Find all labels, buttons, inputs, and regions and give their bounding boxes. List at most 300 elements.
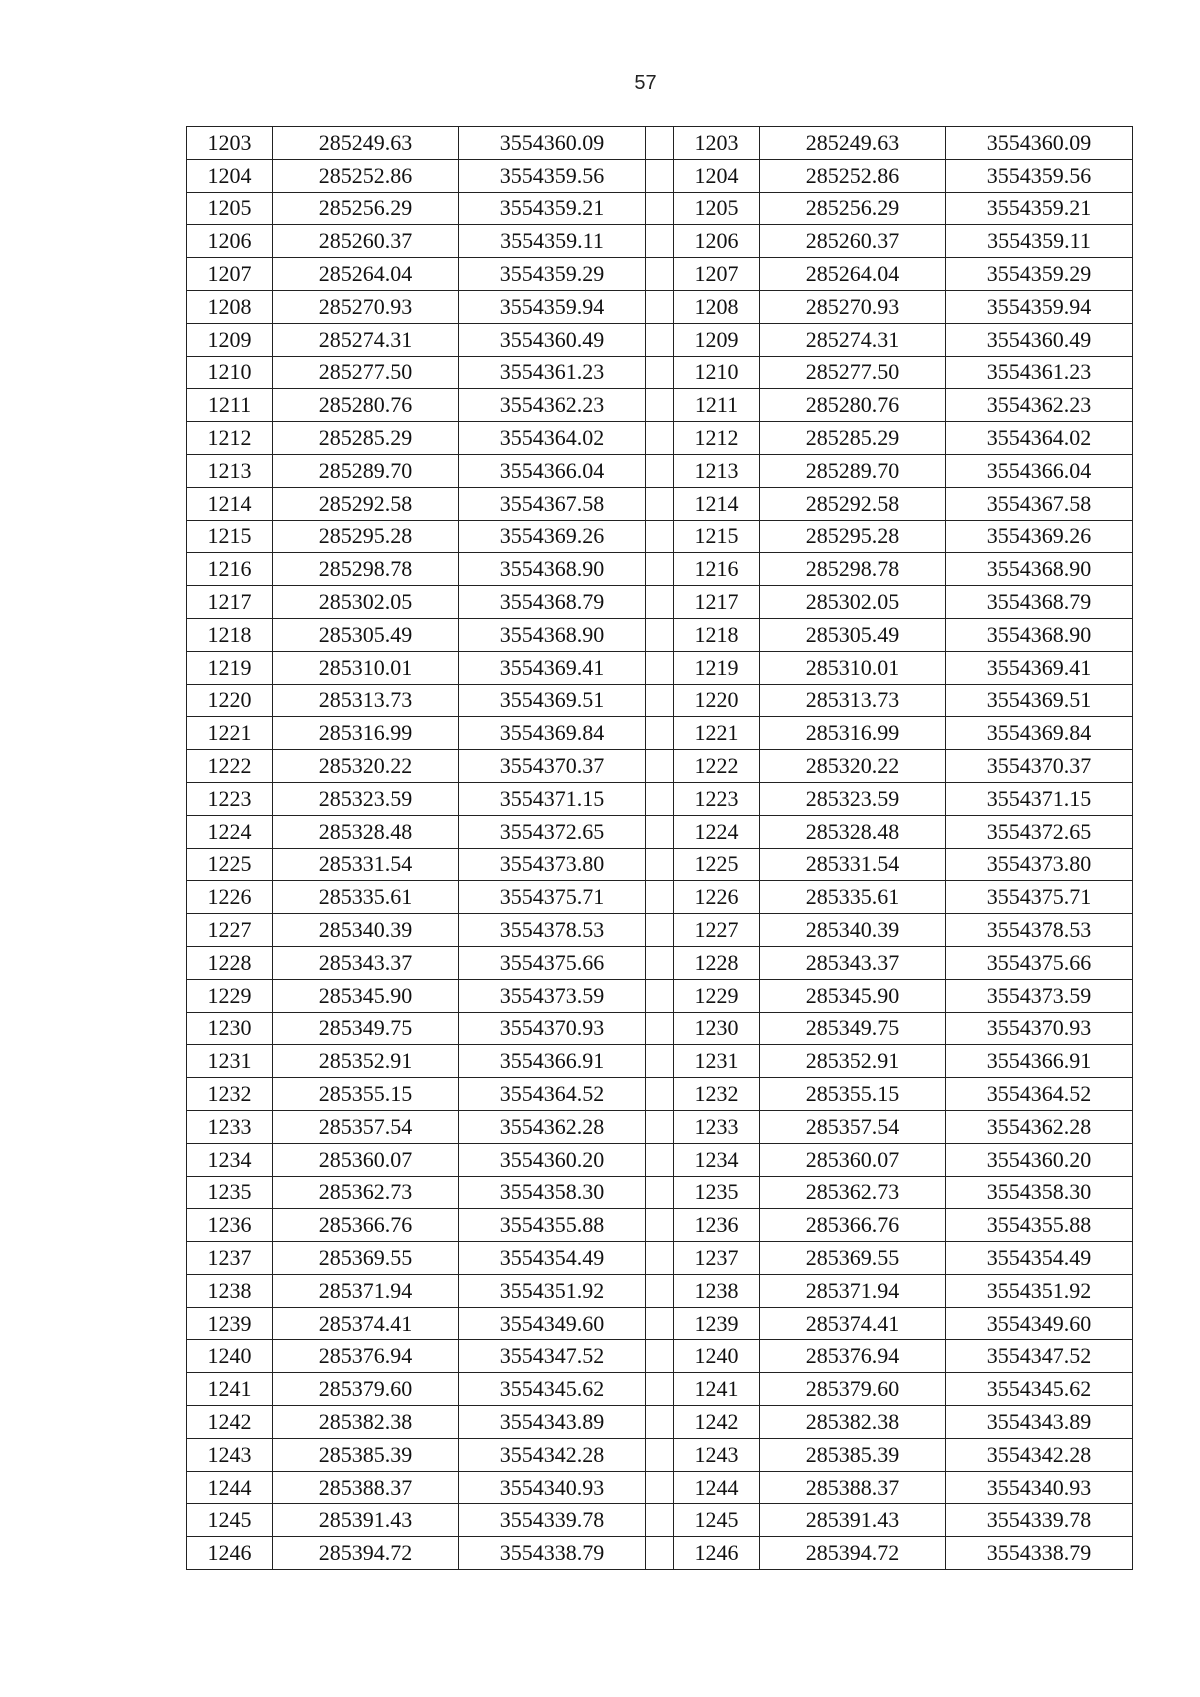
point-id-cell: 1214	[187, 487, 273, 520]
point-id-cell: 1226	[187, 881, 273, 914]
x-coordinate-cell: 285357.54	[273, 1110, 459, 1143]
x-coordinate-cell: 285310.01	[760, 651, 946, 684]
table-row	[187, 1110, 1133, 1143]
point-id-cell: 1223	[187, 782, 273, 815]
y-coordinate-cell: 3554364.02	[459, 422, 646, 455]
table-row	[187, 750, 1133, 783]
x-coordinate-cell: 285343.37	[760, 946, 946, 979]
y-coordinate-cell: 3554368.90	[459, 553, 646, 586]
spacer-cell	[646, 356, 674, 389]
x-coordinate-cell: 285274.31	[273, 323, 459, 356]
x-coordinate-cell: 285320.22	[760, 750, 946, 783]
y-coordinate-cell: 3554373.80	[459, 848, 646, 881]
x-coordinate-cell: 285369.55	[273, 1242, 459, 1275]
y-coordinate-cell: 3554359.11	[946, 225, 1133, 258]
x-coordinate-cell: 285289.70	[760, 454, 946, 487]
point-id-cell: 1206	[674, 225, 760, 258]
point-id-cell: 1209	[187, 323, 273, 356]
spacer-cell	[646, 946, 674, 979]
x-coordinate-cell: 285285.29	[273, 422, 459, 455]
x-coordinate-cell: 285343.37	[273, 946, 459, 979]
table-row	[187, 1307, 1133, 1340]
point-id-cell: 1243	[674, 1438, 760, 1471]
y-coordinate-cell: 3554369.51	[459, 684, 646, 717]
point-id-cell: 1241	[674, 1373, 760, 1406]
spacer-cell	[646, 225, 674, 258]
table-row	[187, 389, 1133, 422]
y-coordinate-cell: 3554360.49	[459, 323, 646, 356]
spacer-cell	[646, 487, 674, 520]
x-coordinate-cell: 285349.75	[760, 1012, 946, 1045]
y-coordinate-cell: 3554354.49	[946, 1242, 1133, 1275]
table-row	[187, 1176, 1133, 1209]
y-coordinate-cell: 3554361.23	[459, 356, 646, 389]
spacer-cell	[646, 881, 674, 914]
x-coordinate-cell: 285371.94	[273, 1274, 459, 1307]
y-coordinate-cell: 3554359.21	[946, 192, 1133, 225]
table-row	[187, 979, 1133, 1012]
x-coordinate-cell: 285256.29	[760, 192, 946, 225]
y-coordinate-cell: 3554375.71	[459, 881, 646, 914]
y-coordinate-cell: 3554358.30	[459, 1176, 646, 1209]
y-coordinate-cell: 3554360.09	[946, 127, 1133, 160]
table-row	[187, 618, 1133, 651]
y-coordinate-cell: 3554373.80	[946, 848, 1133, 881]
y-coordinate-cell: 3554359.56	[459, 159, 646, 192]
table-row	[187, 1471, 1133, 1504]
x-coordinate-cell: 285335.61	[760, 881, 946, 914]
y-coordinate-cell: 3554368.90	[946, 553, 1133, 586]
spacer-cell	[646, 1340, 674, 1373]
table-row	[187, 1045, 1133, 1078]
y-coordinate-cell: 3554367.58	[459, 487, 646, 520]
x-coordinate-cell: 285316.99	[760, 717, 946, 750]
y-coordinate-cell: 3554372.65	[459, 815, 646, 848]
x-coordinate-cell: 285355.15	[273, 1078, 459, 1111]
point-id-cell: 1215	[187, 520, 273, 553]
x-coordinate-cell: 285320.22	[273, 750, 459, 783]
y-coordinate-cell: 3554373.59	[946, 979, 1133, 1012]
y-coordinate-cell: 3554368.79	[946, 586, 1133, 619]
spacer-cell	[646, 684, 674, 717]
x-coordinate-cell: 285264.04	[760, 258, 946, 291]
table-row	[187, 1504, 1133, 1537]
x-coordinate-cell: 285264.04	[273, 258, 459, 291]
point-id-cell: 1245	[674, 1504, 760, 1537]
point-id-cell: 1229	[674, 979, 760, 1012]
spacer-cell	[646, 389, 674, 422]
y-coordinate-cell: 3554370.93	[459, 1012, 646, 1045]
point-id-cell: 1212	[187, 422, 273, 455]
table-row	[187, 520, 1133, 553]
point-id-cell: 1220	[187, 684, 273, 717]
x-coordinate-cell: 285260.37	[273, 225, 459, 258]
point-id-cell: 1228	[674, 946, 760, 979]
y-coordinate-cell: 3554368.79	[459, 586, 646, 619]
y-coordinate-cell: 3554375.66	[946, 946, 1133, 979]
point-id-cell: 1243	[187, 1438, 273, 1471]
x-coordinate-cell: 285280.76	[273, 389, 459, 422]
point-id-cell: 1229	[187, 979, 273, 1012]
x-coordinate-cell: 285345.90	[273, 979, 459, 1012]
table-row	[187, 782, 1133, 815]
point-id-cell: 1212	[674, 422, 760, 455]
spacer-cell	[646, 914, 674, 947]
x-coordinate-cell: 285316.99	[273, 717, 459, 750]
point-id-cell: 1213	[674, 454, 760, 487]
spacer-cell	[646, 1012, 674, 1045]
y-coordinate-cell: 3554366.04	[459, 454, 646, 487]
y-coordinate-cell: 3554367.58	[946, 487, 1133, 520]
point-id-cell: 1217	[674, 586, 760, 619]
table-row	[187, 1373, 1133, 1406]
table-row	[187, 1078, 1133, 1111]
point-id-cell: 1236	[187, 1209, 273, 1242]
x-coordinate-cell: 285323.59	[760, 782, 946, 815]
point-id-cell: 1239	[187, 1307, 273, 1340]
table-row	[187, 127, 1133, 160]
point-id-cell: 1240	[674, 1340, 760, 1373]
point-id-cell: 1206	[187, 225, 273, 258]
y-coordinate-cell: 3554375.66	[459, 946, 646, 979]
point-id-cell: 1239	[674, 1307, 760, 1340]
point-id-cell: 1233	[187, 1110, 273, 1143]
x-coordinate-cell: 285249.63	[760, 127, 946, 160]
y-coordinate-cell: 3554364.02	[946, 422, 1133, 455]
y-coordinate-cell: 3554359.21	[459, 192, 646, 225]
x-coordinate-cell: 285391.43	[760, 1504, 946, 1537]
point-id-cell: 1226	[674, 881, 760, 914]
y-coordinate-cell: 3554364.52	[946, 1078, 1133, 1111]
spacer-cell	[646, 1045, 674, 1078]
y-coordinate-cell: 3554351.92	[459, 1274, 646, 1307]
y-coordinate-cell: 3554373.59	[459, 979, 646, 1012]
point-id-cell: 1227	[187, 914, 273, 947]
x-coordinate-cell: 285331.54	[760, 848, 946, 881]
table-row	[187, 946, 1133, 979]
x-coordinate-cell: 285270.93	[760, 290, 946, 323]
spacer-cell	[646, 750, 674, 783]
point-id-cell: 1230	[187, 1012, 273, 1045]
x-coordinate-cell: 285352.91	[273, 1045, 459, 1078]
x-coordinate-cell: 285376.94	[760, 1340, 946, 1373]
y-coordinate-cell: 3554349.60	[946, 1307, 1133, 1340]
x-coordinate-cell: 285277.50	[273, 356, 459, 389]
point-id-cell: 1215	[674, 520, 760, 553]
x-coordinate-cell: 285394.72	[760, 1537, 946, 1570]
table-row	[187, 651, 1133, 684]
y-coordinate-cell: 3554359.29	[946, 258, 1133, 291]
x-coordinate-cell: 285274.31	[760, 323, 946, 356]
spacer-cell	[646, 717, 674, 750]
x-coordinate-cell: 285379.60	[760, 1373, 946, 1406]
x-coordinate-cell: 285374.41	[273, 1307, 459, 1340]
x-coordinate-cell: 285280.76	[760, 389, 946, 422]
y-coordinate-cell: 3554362.28	[459, 1110, 646, 1143]
table-row	[187, 290, 1133, 323]
point-id-cell: 1221	[187, 717, 273, 750]
y-coordinate-cell: 3554369.41	[946, 651, 1133, 684]
point-id-cell: 1244	[187, 1471, 273, 1504]
point-id-cell: 1208	[187, 290, 273, 323]
x-coordinate-cell: 285289.70	[273, 454, 459, 487]
y-coordinate-cell: 3554360.09	[459, 127, 646, 160]
x-coordinate-cell: 285382.38	[273, 1406, 459, 1439]
x-coordinate-cell: 285352.91	[760, 1045, 946, 1078]
table-row	[187, 881, 1133, 914]
spacer-cell	[646, 1406, 674, 1439]
table-row	[187, 1438, 1133, 1471]
spacer-cell	[646, 1471, 674, 1504]
y-coordinate-cell: 3554369.51	[946, 684, 1133, 717]
spacer-cell	[646, 586, 674, 619]
y-coordinate-cell: 3554338.79	[459, 1537, 646, 1570]
point-id-cell: 1246	[187, 1537, 273, 1570]
point-id-cell: 1233	[674, 1110, 760, 1143]
x-coordinate-cell: 285345.90	[760, 979, 946, 1012]
table-row	[187, 1012, 1133, 1045]
y-coordinate-cell: 3554369.41	[459, 651, 646, 684]
point-id-cell: 1205	[187, 192, 273, 225]
x-coordinate-cell: 285357.54	[760, 1110, 946, 1143]
table-row	[187, 487, 1133, 520]
y-coordinate-cell: 3554351.92	[946, 1274, 1133, 1307]
point-id-cell: 1235	[674, 1176, 760, 1209]
x-coordinate-cell: 285305.49	[273, 618, 459, 651]
y-coordinate-cell: 3554347.52	[946, 1340, 1133, 1373]
point-id-cell: 1204	[187, 159, 273, 192]
x-coordinate-cell: 285385.39	[760, 1438, 946, 1471]
point-id-cell: 1232	[674, 1078, 760, 1111]
spacer-cell	[646, 323, 674, 356]
coordinate-table-body	[187, 127, 1133, 1570]
spacer-cell	[646, 454, 674, 487]
point-id-cell: 1246	[674, 1537, 760, 1570]
y-coordinate-cell: 3554343.89	[459, 1406, 646, 1439]
y-coordinate-cell: 3554339.78	[459, 1504, 646, 1537]
x-coordinate-cell: 285374.41	[760, 1307, 946, 1340]
y-coordinate-cell: 3554359.29	[459, 258, 646, 291]
page-number: 57	[634, 72, 657, 94]
spacer-cell	[646, 192, 674, 225]
point-id-cell: 1218	[674, 618, 760, 651]
point-id-cell: 1217	[187, 586, 273, 619]
point-id-cell: 1234	[187, 1143, 273, 1176]
y-coordinate-cell: 3554361.23	[946, 356, 1133, 389]
spacer-cell	[646, 290, 674, 323]
point-id-cell: 1240	[187, 1340, 273, 1373]
point-id-cell: 1214	[674, 487, 760, 520]
point-id-cell: 1224	[187, 815, 273, 848]
x-coordinate-cell: 285331.54	[273, 848, 459, 881]
x-coordinate-cell: 285313.73	[273, 684, 459, 717]
spacer-cell	[646, 258, 674, 291]
x-coordinate-cell: 285298.78	[273, 553, 459, 586]
table-row	[187, 717, 1133, 750]
spacer-cell	[646, 1504, 674, 1537]
point-id-cell: 1213	[187, 454, 273, 487]
point-id-cell: 1216	[674, 553, 760, 586]
point-id-cell: 1242	[674, 1406, 760, 1439]
table-row	[187, 815, 1133, 848]
x-coordinate-cell: 285371.94	[760, 1274, 946, 1307]
point-id-cell: 1238	[674, 1274, 760, 1307]
point-id-cell: 1218	[187, 618, 273, 651]
y-coordinate-cell: 3554364.52	[459, 1078, 646, 1111]
y-coordinate-cell: 3554358.30	[946, 1176, 1133, 1209]
table-row	[187, 684, 1133, 717]
point-id-cell: 1235	[187, 1176, 273, 1209]
y-coordinate-cell: 3554342.28	[459, 1438, 646, 1471]
x-coordinate-cell: 285295.28	[760, 520, 946, 553]
y-coordinate-cell: 3554360.20	[459, 1143, 646, 1176]
y-coordinate-cell: 3554360.20	[946, 1143, 1133, 1176]
table-row	[187, 553, 1133, 586]
y-coordinate-cell: 3554354.49	[459, 1242, 646, 1275]
x-coordinate-cell: 285376.94	[273, 1340, 459, 1373]
table-row	[187, 159, 1133, 192]
x-coordinate-cell: 285252.86	[760, 159, 946, 192]
y-coordinate-cell: 3554340.93	[946, 1471, 1133, 1504]
point-id-cell: 1236	[674, 1209, 760, 1242]
x-coordinate-cell: 285313.73	[760, 684, 946, 717]
x-coordinate-cell: 285328.48	[760, 815, 946, 848]
point-id-cell: 1241	[187, 1373, 273, 1406]
point-id-cell: 1231	[187, 1045, 273, 1078]
point-id-cell: 1244	[674, 1471, 760, 1504]
y-coordinate-cell: 3554339.78	[946, 1504, 1133, 1537]
x-coordinate-cell: 285366.76	[760, 1209, 946, 1242]
point-id-cell: 1242	[187, 1406, 273, 1439]
y-coordinate-cell: 3554378.53	[946, 914, 1133, 947]
x-coordinate-cell: 285305.49	[760, 618, 946, 651]
point-id-cell: 1224	[674, 815, 760, 848]
y-coordinate-cell: 3554355.88	[459, 1209, 646, 1242]
table-row	[187, 1242, 1133, 1275]
spacer-cell	[646, 848, 674, 881]
spacer-cell	[646, 1274, 674, 1307]
point-id-cell: 1222	[674, 750, 760, 783]
point-id-cell: 1216	[187, 553, 273, 586]
table-row	[187, 848, 1133, 881]
x-coordinate-cell: 285277.50	[760, 356, 946, 389]
spacer-cell	[646, 1242, 674, 1275]
point-id-cell: 1205	[674, 192, 760, 225]
x-coordinate-cell: 285382.38	[760, 1406, 946, 1439]
spacer-cell	[646, 1143, 674, 1176]
y-coordinate-cell: 3554362.23	[459, 389, 646, 422]
coordinate-table	[186, 126, 1133, 1570]
x-coordinate-cell: 285349.75	[273, 1012, 459, 1045]
x-coordinate-cell: 285292.58	[273, 487, 459, 520]
point-id-cell: 1234	[674, 1143, 760, 1176]
spacer-cell	[646, 1078, 674, 1111]
point-id-cell: 1237	[187, 1242, 273, 1275]
point-id-cell: 1210	[187, 356, 273, 389]
point-id-cell: 1208	[674, 290, 760, 323]
x-coordinate-cell: 285298.78	[760, 553, 946, 586]
spacer-cell	[646, 979, 674, 1012]
x-coordinate-cell: 285388.37	[760, 1471, 946, 1504]
point-id-cell: 1231	[674, 1045, 760, 1078]
x-coordinate-cell: 285270.93	[273, 290, 459, 323]
x-coordinate-cell: 285369.55	[760, 1242, 946, 1275]
y-coordinate-cell: 3554362.28	[946, 1110, 1133, 1143]
y-coordinate-cell: 3554368.90	[946, 618, 1133, 651]
x-coordinate-cell: 285360.07	[760, 1143, 946, 1176]
y-coordinate-cell: 3554359.94	[946, 290, 1133, 323]
point-id-cell: 1203	[187, 127, 273, 160]
y-coordinate-cell: 3554359.56	[946, 159, 1133, 192]
spacer-cell	[646, 553, 674, 586]
spacer-cell	[646, 1209, 674, 1242]
point-id-cell: 1210	[674, 356, 760, 389]
y-coordinate-cell: 3554342.28	[946, 1438, 1133, 1471]
y-coordinate-cell: 3554366.04	[946, 454, 1133, 487]
y-coordinate-cell: 3554366.91	[946, 1045, 1133, 1078]
spacer-cell	[646, 1537, 674, 1570]
x-coordinate-cell: 285323.59	[273, 782, 459, 815]
y-coordinate-cell: 3554371.15	[946, 782, 1133, 815]
table-row	[187, 914, 1133, 947]
x-coordinate-cell: 285340.39	[273, 914, 459, 947]
point-id-cell: 1219	[674, 651, 760, 684]
x-coordinate-cell: 285256.29	[273, 192, 459, 225]
x-coordinate-cell: 285355.15	[760, 1078, 946, 1111]
y-coordinate-cell: 3554371.15	[459, 782, 646, 815]
y-coordinate-cell: 3554378.53	[459, 914, 646, 947]
x-coordinate-cell: 285362.73	[273, 1176, 459, 1209]
x-coordinate-cell: 285360.07	[273, 1143, 459, 1176]
y-coordinate-cell: 3554338.79	[946, 1537, 1133, 1570]
spacer-cell	[646, 127, 674, 160]
point-id-cell: 1221	[674, 717, 760, 750]
spacer-cell	[646, 422, 674, 455]
x-coordinate-cell: 285388.37	[273, 1471, 459, 1504]
x-coordinate-cell: 285260.37	[760, 225, 946, 258]
x-coordinate-cell: 285285.29	[760, 422, 946, 455]
point-id-cell: 1211	[674, 389, 760, 422]
point-id-cell: 1204	[674, 159, 760, 192]
x-coordinate-cell: 285252.86	[273, 159, 459, 192]
x-coordinate-cell: 285295.28	[273, 520, 459, 553]
x-coordinate-cell: 285379.60	[273, 1373, 459, 1406]
point-id-cell: 1225	[674, 848, 760, 881]
table-row	[187, 192, 1133, 225]
x-coordinate-cell: 285335.61	[273, 881, 459, 914]
x-coordinate-cell: 285362.73	[760, 1176, 946, 1209]
table-row	[187, 1340, 1133, 1373]
point-id-cell: 1237	[674, 1242, 760, 1275]
x-coordinate-cell: 285302.05	[273, 586, 459, 619]
spacer-cell	[646, 1176, 674, 1209]
y-coordinate-cell: 3554372.65	[946, 815, 1133, 848]
y-coordinate-cell: 3554360.49	[946, 323, 1133, 356]
y-coordinate-cell: 3554375.71	[946, 881, 1133, 914]
spacer-cell	[646, 1438, 674, 1471]
y-coordinate-cell: 3554345.62	[459, 1373, 646, 1406]
table-row	[187, 1406, 1133, 1439]
y-coordinate-cell: 3554366.91	[459, 1045, 646, 1078]
point-id-cell: 1207	[187, 258, 273, 291]
point-id-cell: 1232	[187, 1078, 273, 1111]
y-coordinate-cell: 3554340.93	[459, 1471, 646, 1504]
table-row	[187, 258, 1133, 291]
y-coordinate-cell: 3554343.89	[946, 1406, 1133, 1439]
x-coordinate-cell: 285366.76	[273, 1209, 459, 1242]
table-row	[187, 356, 1133, 389]
point-id-cell: 1219	[187, 651, 273, 684]
